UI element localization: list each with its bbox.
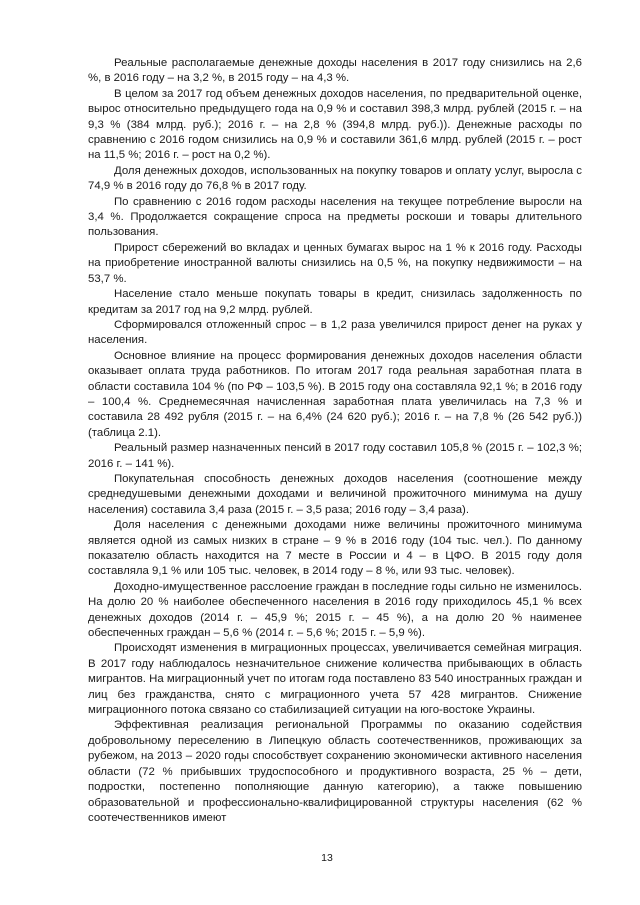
paragraph-spending-share: Доля денежных доходов, использованных на покупку товаров и оплату услуг, выросла с 74,9 % в 2016 году до 76,8 % в 2017 году. xyxy=(88,164,582,193)
document-page xyxy=(88,56,582,826)
paragraph-credit: Население стало меньше покупать товары в кредит, снизилась задолженность по кредитам за 2017 год на 9,2 млрд. рублей. xyxy=(88,288,582,316)
paragraph-savings: Прирост сбережений во вкладах и ценных бумагах вырос на 1 % к 2016 году. Расходы на приобретение иностранной валюты снизились на 0,5 %, на покупку недвижимости – на 53,7 %. xyxy=(88,241,582,285)
paragraph-pensions: Реальный размер назначенных пенсий в 2017 году составил 105,8 % (2015 г. – 102,3 %; 2016 г. – 141 %). xyxy=(88,442,582,470)
paragraph-deferred-demand: Сформировался отложенный спрос – в 1,2 раза увеличился прирост денег на руках у населения. xyxy=(88,318,582,347)
paragraph-real-income: Реальные располагаемые денежные доходы населения в 2017 году снизились на 2,6 %, в 2016 году – на 3,2 %, в 2015 году – на 4,3 %. xyxy=(88,57,582,85)
paragraph-migration: Происходят изменения в миграционных процессах, увеличивается семейная миграция. В 2017 году наблюдалось незначительное снижение количества прибывающих в область мигрантов. На миграционный учет по итогам года поставлено 83 540 иностранных граждан и лиц без гражданства, снято с миграционного учета 57 428 мигрантов. Снижение миграционного потока связано со стабилизацией ситуации на юго-востоке Украины. xyxy=(88,642,582,717)
paragraph-inequality: Доходно-имущественное расслоение граждан в последние годы сильно не изменилось. На долю 20 % наиболее обеспеченного населения в 2016 году приходилось 45,1 % всех денежных доходов (2014 г. – 45,9 %; 2015 г. – 45 %), а на долю 20 % наименее обеспеченных граждан – 5,6 % (2014 г. – 5,6 %; 2015 г. – 5,9 %). xyxy=(88,580,582,640)
paragraph-resettlement-program: Эффективная реализация региональной Программы по оказанию содействия добровольному переселению в Липецкую область соотечественников, проживающих за рубежом, на 2013 – 2020 годы способствует сохранению экономически активного населения области (72 % прибывших трудоспособного и продуктивного возраста, 25 % – дети, подростки, постепенно пополняющие данную категорию), а также повышению образовательной и профессионально-квалифицированной структуры населения (62 % соотечественников имеют xyxy=(88,719,582,824)
paragraph-poverty: Доля населения с денежными доходами ниже величины прожиточного минимума является одной из самых низких в стране – 9 % в 2016 году (104 тыс. чел.). По данному показателю область находится на 7 месте в России и 4 – в ЦФО. В 2015 году доля составляла 9,1 % или 105 тыс. человек, в 2014 году – 8 %, или 93 тыс. человек). xyxy=(88,519,582,578)
paragraph-purchasing-power: Покупательная способность денежных доходов населения (соотношение между среднедушевыми денежными доходами и величиной прожиточного минимума на душу населения) составила 3,4 раза (2015 г. – 3,5 раза; 2016 году – 3,4 раза). xyxy=(88,472,582,516)
paragraph-income-volume: В целом за 2017 год объем денежных доходов населения, по предварительной оценке, вырос относительно предыдущего года на 0,9 % и составил 398,3 млрд. рублей (2015 г. – на 9,3 % (384 млрд. руб.); 2016 г. – на 2,8 % (394,8 млрд. руб.)). Денежные расходы по сравнению с 2016 годом снизились на 0,9 % и составили 361,6 млрд. рублей (2015 г. – рост на 11,5 %; 2016 г. – рост на 0,2 %). xyxy=(88,87,582,162)
page-number: 13 xyxy=(321,852,333,864)
paragraph-consumption: По сравнению с 2016 годом расходы населения на текущее потребление выросли на 3,4 %. Продолжается сокращение спроса на предметы роскоши и товары длительного пользования. xyxy=(88,195,582,239)
paragraph-wages: Основное влияние на процесс формирования денежных доходов населения области оказывает оплата труда работников. По итогам 2017 года реальная заработная плата в области составила 104 % (по РФ – 103,5 %). В 2015 году она составляла 92,1 %; в 2016 году – 100,4 %. Среднемесячная начисленная заработная плата увеличилась на 7,3 % и составила 28 492 рубля (2015 г. – на 6,4% (24 620 руб.); 2016 г. – на 7,8 % (26 542 руб.)) (таблица 2.1). xyxy=(88,349,582,439)
